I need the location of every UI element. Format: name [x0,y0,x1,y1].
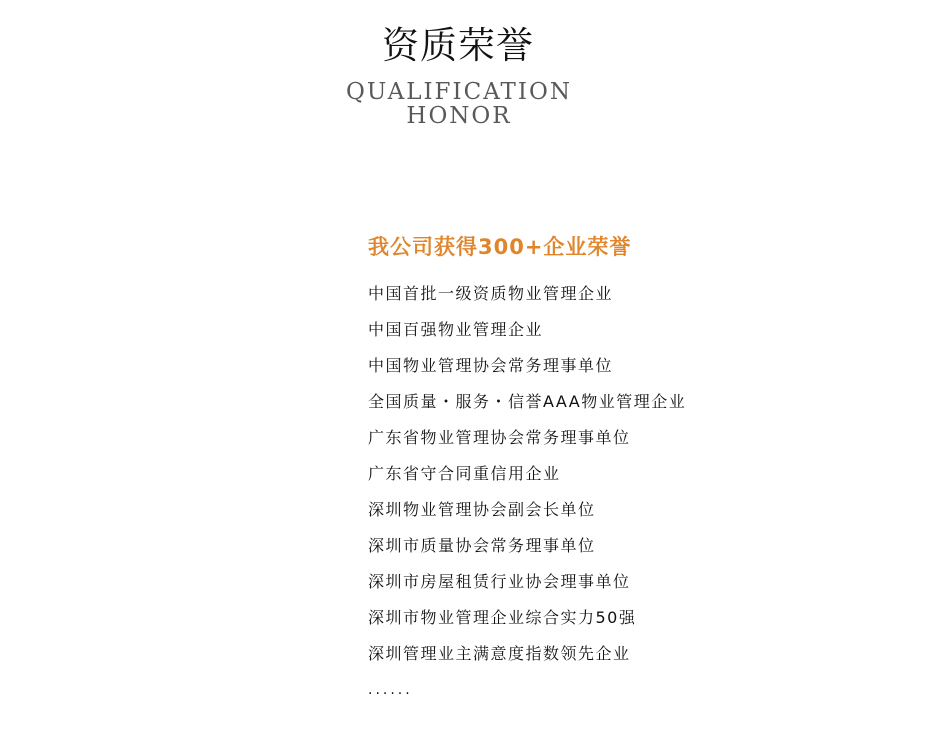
honors-section [368,232,928,700]
honor-item: 广东省物业管理协会常务理事单位 [368,428,631,447]
honor-item: 广东省守合同重信用企业 [368,464,561,483]
honor-item: 中国物业管理协会常务理事单位 [368,356,614,375]
english-title [340,80,578,128]
honor-item: 深圳市质量协会常务理事单位 [368,536,596,555]
honor-item: 深圳物业管理协会副会长单位 [368,500,596,519]
honor-item: 全国质量・服务・信誉AAA物业管理企业 [368,392,687,411]
more-ellipsis: ...... [368,682,413,698]
honor-item: 深圳市物业管理企业综合实力50强 [368,608,637,627]
honor-item: 中国首批一级资质物业管理企业 [368,284,614,303]
page-title: 资质荣誉 [382,24,534,67]
honor-item: 深圳市房屋租赁行业协会理事单位 [368,572,631,591]
honor-item: 中国百强物业管理企业 [368,320,544,339]
english-title-line-2: HONOR [406,103,512,129]
honor-item: 深圳管理业主满意度指数领先企业 [368,644,631,663]
honors-heading: 我公司获得300+企业荣誉 [368,235,632,259]
honors-list [368,276,928,672]
english-title-line-1: QUALIFICATION [346,79,572,105]
